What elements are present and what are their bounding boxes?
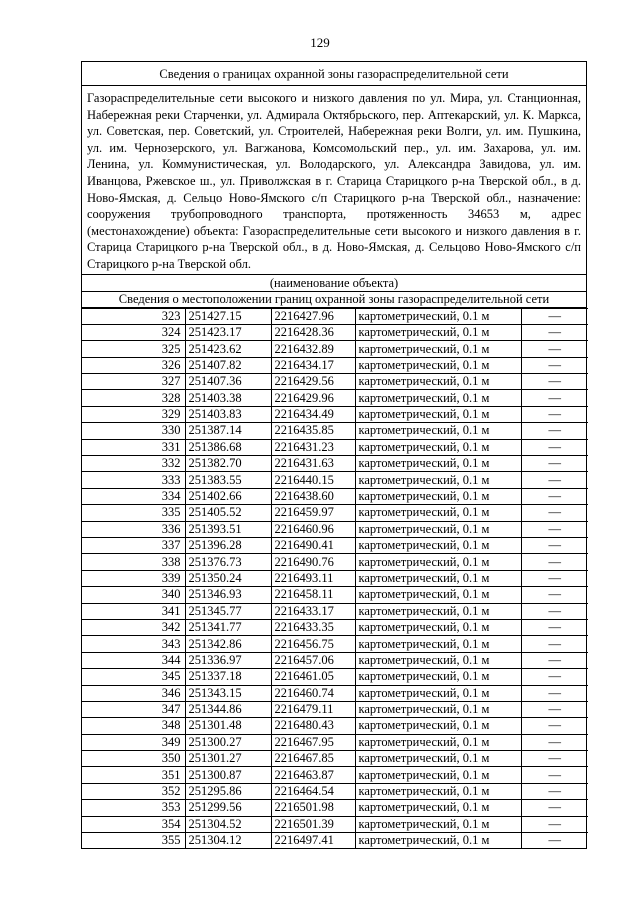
description: — — [521, 324, 588, 340]
coord-x: 251300.27 — [185, 734, 271, 750]
coord-y: 2216464.54 — [271, 783, 355, 799]
table-row — [82, 472, 588, 488]
coord-y: 2216480.43 — [271, 718, 355, 734]
coord-y: 2216429.56 — [271, 374, 355, 390]
coord-x: 251343.15 — [185, 685, 271, 701]
method-accuracy: картометрический, 0.1 м — [355, 587, 521, 603]
table-row — [82, 423, 588, 439]
coord-x: 251386.68 — [185, 439, 271, 455]
method-accuracy: картометрический, 0.1 м — [355, 685, 521, 701]
description: — — [521, 439, 588, 455]
coord-x: 251345.77 — [185, 603, 271, 619]
table-row — [82, 406, 588, 422]
coord-x: 251304.12 — [185, 833, 271, 849]
table-row — [82, 554, 588, 570]
coord-y: 2216429.96 — [271, 390, 355, 406]
description: — — [521, 603, 588, 619]
point-number: 328 — [82, 390, 185, 406]
point-number: 355 — [82, 833, 185, 849]
coord-y: 2216434.17 — [271, 357, 355, 373]
table-row — [82, 718, 588, 734]
method-accuracy: картометрический, 0.1 м — [355, 751, 521, 767]
coord-x: 251387.14 — [185, 423, 271, 439]
description: — — [521, 406, 588, 422]
method-accuracy: картометрический, 0.1 м — [355, 308, 521, 324]
method-accuracy: картометрический, 0.1 м — [355, 554, 521, 570]
point-number: 344 — [82, 652, 185, 668]
coord-x: 251336.97 — [185, 652, 271, 668]
coord-x: 251423.62 — [185, 341, 271, 357]
coord-x: 251295.86 — [185, 783, 271, 799]
method-accuracy: картометрический, 0.1 м — [355, 718, 521, 734]
description: — — [521, 357, 588, 373]
table-row — [82, 374, 588, 390]
description: — — [521, 669, 588, 685]
description: — — [521, 390, 588, 406]
coord-x: 251403.38 — [185, 390, 271, 406]
point-number: 335 — [82, 505, 185, 521]
table-row — [82, 685, 588, 701]
table-row — [82, 636, 588, 652]
description: — — [521, 587, 588, 603]
coordinates-table — [82, 308, 588, 849]
method-accuracy: картометрический, 0.1 м — [355, 505, 521, 521]
point-number: 343 — [82, 636, 185, 652]
coord-y: 2216490.41 — [271, 538, 355, 554]
point-number: 345 — [82, 669, 185, 685]
coord-x: 251393.51 — [185, 521, 271, 537]
description: — — [521, 701, 588, 717]
description: — — [521, 800, 588, 816]
method-accuracy: картометрический, 0.1 м — [355, 374, 521, 390]
coord-y: 2216433.17 — [271, 603, 355, 619]
coord-x: 251337.18 — [185, 669, 271, 685]
coord-y: 2216435.85 — [271, 423, 355, 439]
boundary-document — [81, 61, 587, 849]
table-row — [82, 308, 588, 324]
description: — — [521, 456, 588, 472]
method-accuracy: картометрический, 0.1 м — [355, 341, 521, 357]
coord-y: 2216493.11 — [271, 570, 355, 586]
description: — — [521, 718, 588, 734]
point-number: 337 — [82, 538, 185, 554]
method-accuracy: картометрический, 0.1 м — [355, 423, 521, 439]
table-row — [82, 341, 588, 357]
description: — — [521, 472, 588, 488]
description: — — [521, 685, 588, 701]
table-row — [82, 701, 588, 717]
coord-y: 2216490.76 — [271, 554, 355, 570]
point-number: 334 — [82, 488, 185, 504]
coord-x: 251300.87 — [185, 767, 271, 783]
coord-x: 251402.66 — [185, 488, 271, 504]
description: — — [521, 619, 588, 635]
point-number: 324 — [82, 324, 185, 340]
coord-y: 2216431.23 — [271, 439, 355, 455]
description: — — [521, 488, 588, 504]
coord-x: 251383.55 — [185, 472, 271, 488]
method-accuracy: картометрический, 0.1 м — [355, 456, 521, 472]
coord-x: 251342.86 — [185, 636, 271, 652]
coord-y: 2216434.49 — [271, 406, 355, 422]
document-title: Сведения о границах охранной зоны газораспределительной сети — [82, 62, 586, 86]
method-accuracy: картометрический, 0.1 м — [355, 767, 521, 783]
coord-y: 2216460.74 — [271, 685, 355, 701]
coord-y: 2216458.11 — [271, 587, 355, 603]
coord-y: 2216479.11 — [271, 701, 355, 717]
method-accuracy: картометрический, 0.1 м — [355, 603, 521, 619]
coord-x: 251346.93 — [185, 587, 271, 603]
point-number: 329 — [82, 406, 185, 422]
coord-y: 2216501.98 — [271, 800, 355, 816]
point-number: 346 — [82, 685, 185, 701]
point-number: 353 — [82, 800, 185, 816]
boundaries-title: Сведения о местоположении границ охранной зоны газораспределительной сети — [82, 292, 586, 308]
description: — — [521, 767, 588, 783]
description: — — [521, 751, 588, 767]
coord-y: 2216428.36 — [271, 324, 355, 340]
object-description: Газораспределительные сети высокого и низкого давления по ул. Мира, ул. Станционная, Набережная реки Старченки, ул. Адмирала Октябрьского, пер. Аптекарский, ул. К. Маркса, ул. Советская, пер. Советский, ул. Строителей, Набережная реки Волги, ул. им. Пушкина, ул. им. Чернозерского, ул. Вагжанова, Комсомольский пер., ул. им. Захарова, ул. им. Ленина, ул. Коммунистическая, ул. Володарского, ул. Александра Завидова, ул. им. Иванцова, Ржевское ш., ул. Приволжская в г. Старица Старицкого р-на Тверской обл., в д. Ново-Ямская, д. Сельцо Ново-Ямского с/п Старицкого р-на Тверской обл., назначение: сооружения трубопроводного транспорта, протяженность 34653 м, адрес (местонахождение) объекта: Газораспределительные сети высокого и низкого давления в г. Старица Старицкого р-на Тверской обл., в д. Ново-Ямская, д. Сельцово Ново-Ямского с/п Старицкого р-на Тверской обл. — [82, 86, 586, 275]
description: — — [521, 636, 588, 652]
point-number: 332 — [82, 456, 185, 472]
page-number: 129 — [310, 35, 330, 50]
description: — — [521, 570, 588, 586]
table-row — [82, 619, 588, 635]
table-row — [82, 538, 588, 554]
coord-x: 251304.52 — [185, 816, 271, 832]
description: — — [521, 308, 588, 324]
method-accuracy: картометрический, 0.1 м — [355, 783, 521, 799]
coord-y: 2216457.06 — [271, 652, 355, 668]
table-row — [82, 816, 588, 832]
table-row — [82, 751, 588, 767]
point-number: 354 — [82, 816, 185, 832]
table-row — [82, 521, 588, 537]
method-accuracy: картометрический, 0.1 м — [355, 472, 521, 488]
coord-x: 251403.83 — [185, 406, 271, 422]
coord-x: 251341.77 — [185, 619, 271, 635]
description: — — [521, 505, 588, 521]
table-row — [82, 324, 588, 340]
method-accuracy: картометрический, 0.1 м — [355, 538, 521, 554]
coord-y: 2216497.41 — [271, 833, 355, 849]
point-number: 349 — [82, 734, 185, 750]
coord-x: 251301.48 — [185, 718, 271, 734]
point-number: 331 — [82, 439, 185, 455]
point-number: 339 — [82, 570, 185, 586]
method-accuracy: картометрический, 0.1 м — [355, 521, 521, 537]
coord-y: 2216459.97 — [271, 505, 355, 521]
coord-y: 2216461.05 — [271, 669, 355, 685]
method-accuracy: картометрический, 0.1 м — [355, 439, 521, 455]
method-accuracy: картометрический, 0.1 м — [355, 406, 521, 422]
object-name-caption: (наименование объекта) — [82, 275, 586, 292]
method-accuracy: картометрический, 0.1 м — [355, 800, 521, 816]
table-row — [82, 456, 588, 472]
table-row — [82, 833, 588, 849]
coord-y: 2216456.75 — [271, 636, 355, 652]
coord-y: 2216460.96 — [271, 521, 355, 537]
point-number: 348 — [82, 718, 185, 734]
point-number: 352 — [82, 783, 185, 799]
table-row — [82, 357, 588, 373]
table-row — [82, 439, 588, 455]
table-row — [82, 767, 588, 783]
table-row — [82, 603, 588, 619]
point-number: 325 — [82, 341, 185, 357]
description: — — [521, 816, 588, 832]
coord-x: 251382.70 — [185, 456, 271, 472]
coord-x: 251299.56 — [185, 800, 271, 816]
table-row — [82, 505, 588, 521]
table-row — [82, 783, 588, 799]
description: — — [521, 538, 588, 554]
point-number: 340 — [82, 587, 185, 603]
description: — — [521, 833, 588, 849]
coord-y: 2216431.63 — [271, 456, 355, 472]
coord-x: 251396.28 — [185, 538, 271, 554]
method-accuracy: картометрический, 0.1 м — [355, 488, 521, 504]
point-number: 338 — [82, 554, 185, 570]
point-number: 342 — [82, 619, 185, 635]
table-row — [82, 652, 588, 668]
point-number: 351 — [82, 767, 185, 783]
coord-y: 2216463.87 — [271, 767, 355, 783]
coord-x: 251301.27 — [185, 751, 271, 767]
point-number: 323 — [82, 308, 185, 324]
point-number: 347 — [82, 701, 185, 717]
table-row — [82, 488, 588, 504]
table-row — [82, 800, 588, 816]
coord-y: 2216438.60 — [271, 488, 355, 504]
method-accuracy: картометрический, 0.1 м — [355, 619, 521, 635]
method-accuracy: картометрический, 0.1 м — [355, 816, 521, 832]
coord-x: 251423.17 — [185, 324, 271, 340]
coord-y: 2216467.85 — [271, 751, 355, 767]
coord-x: 251427.15 — [185, 308, 271, 324]
point-number: 330 — [82, 423, 185, 439]
description: — — [521, 783, 588, 799]
method-accuracy: картометрический, 0.1 м — [355, 669, 521, 685]
method-accuracy: картометрический, 0.1 м — [355, 701, 521, 717]
coord-x: 251407.82 — [185, 357, 271, 373]
point-number: 350 — [82, 751, 185, 767]
table-row — [82, 734, 588, 750]
coord-x: 251350.24 — [185, 570, 271, 586]
description: — — [521, 734, 588, 750]
coord-x: 251407.36 — [185, 374, 271, 390]
description: — — [521, 652, 588, 668]
coord-x: 251376.73 — [185, 554, 271, 570]
description: — — [521, 423, 588, 439]
point-number: 336 — [82, 521, 185, 537]
coord-y: 2216467.95 — [271, 734, 355, 750]
coord-y: 2216440.15 — [271, 472, 355, 488]
method-accuracy: картометрический, 0.1 м — [355, 570, 521, 586]
table-row — [82, 390, 588, 406]
point-number: 341 — [82, 603, 185, 619]
table-row — [82, 570, 588, 586]
point-number: 326 — [82, 357, 185, 373]
method-accuracy: картометрический, 0.1 м — [355, 357, 521, 373]
coord-y: 2216433.35 — [271, 619, 355, 635]
coord-x: 251344.86 — [185, 701, 271, 717]
description: — — [521, 374, 588, 390]
method-accuracy: картометрический, 0.1 м — [355, 833, 521, 849]
coord-y: 2216432.89 — [271, 341, 355, 357]
table-row — [82, 587, 588, 603]
coord-y: 2216427.96 — [271, 308, 355, 324]
coord-y: 2216501.39 — [271, 816, 355, 832]
method-accuracy: картометрический, 0.1 м — [355, 734, 521, 750]
method-accuracy: картометрический, 0.1 м — [355, 636, 521, 652]
description: — — [521, 521, 588, 537]
description: — — [521, 554, 588, 570]
method-accuracy: картометрический, 0.1 м — [355, 324, 521, 340]
table-row — [82, 669, 588, 685]
description: — — [521, 341, 588, 357]
method-accuracy: картометрический, 0.1 м — [355, 652, 521, 668]
point-number: 327 — [82, 374, 185, 390]
coord-x: 251405.52 — [185, 505, 271, 521]
point-number: 333 — [82, 472, 185, 488]
method-accuracy: картометрический, 0.1 м — [355, 390, 521, 406]
